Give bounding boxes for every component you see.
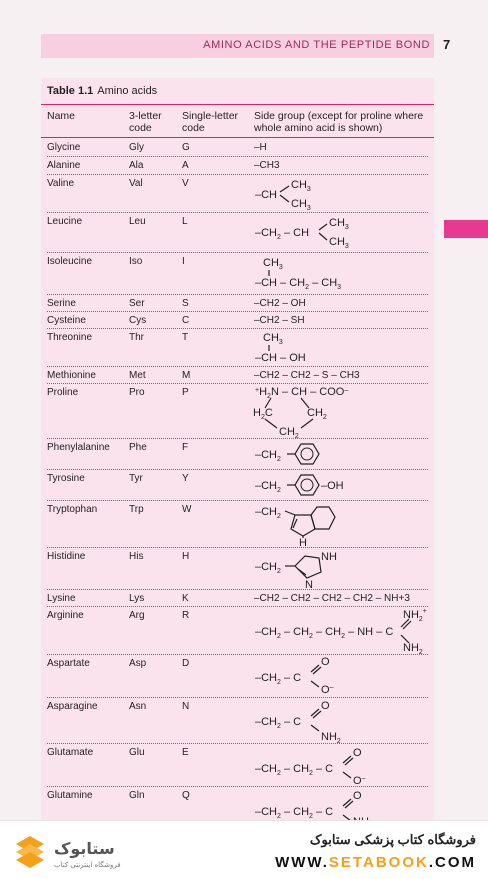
three-letter-code: Pro [129,387,145,398]
three-letter-code: His [129,551,144,562]
svg-text:O: O [321,656,330,668]
table-row-tyrosine [41,470,434,501]
three-letter-code: Thr [129,332,144,343]
store-url-prefix: WWW. [275,854,329,871]
side-group-formula: –CH2 – OH [254,298,306,309]
table-row-threonine [41,329,434,367]
table-row-glutamine [41,787,434,820]
header-top-rule [41,104,434,105]
table-row-phenylalanine [41,439,434,470]
side-group-formula: –CH2 – CH2 – CH2 – CH2 – NH+3 [254,593,410,604]
table-row-histidine [41,548,434,590]
single-letter-code: Y [182,473,189,484]
three-letter-code: Glu [129,747,145,758]
glutamine-structure-diagram [251,787,431,820]
col-head-three-letter: 3-letter code [129,110,162,134]
svg-text:–CH2 – CH: $-CH_2$ – CH [255,227,310,241]
side-group-formula: –CH2 – CH2 – S – CH3 [254,370,360,381]
three-letter-code: Gln [129,790,145,801]
setabook-logo-tagline: فروشگاه اینترنتی کتاب [54,861,121,869]
header-bottom-rule [41,137,434,138]
single-letter-code: E [182,747,189,758]
svg-text:–CH2: $-CH_2$ [255,506,281,520]
table-row-methionine [41,367,434,384]
single-letter-code: S [182,298,189,309]
page-number: 7 [443,37,451,52]
three-letter-code: Gly [129,142,144,153]
amino-acid-name: Asparagine [47,701,98,712]
setabook-logo [14,830,132,872]
valine-structure-diagram [251,175,431,213]
svg-text:–CH – OH: –CH – OH [255,352,306,364]
single-letter-code: F [182,442,189,453]
running-header-title: AMINO ACIDS AND THE PEPTIDE BOND [203,39,430,51]
tyrosine-structure-diagram [251,470,431,501]
single-letter-code: K [182,593,189,604]
side-group-formula: –CH2 – SH [254,315,305,326]
single-letter-code: P [182,387,189,398]
table-row-leucine [41,213,434,253]
single-letter-code: A [182,160,189,171]
svg-text:CH3: $CH_3$ [291,198,311,212]
table-row-glutamate [41,744,434,787]
svg-text:–CH2: $-CH_2$ [255,561,281,575]
three-letter-code: Lys [129,593,145,604]
amino-acid-name: Proline [47,387,79,398]
setabook-logo-icon [16,836,44,868]
col-head-single-letter: Single-letter code [182,110,239,134]
amino-acid-name: Alanine [47,160,81,171]
amino-acid-name: Histidine [47,551,86,562]
amino-acid-name: Glutamate [47,747,94,758]
store-name: فروشگاه کتاب پزشکی ستابوک [309,832,476,847]
side-group-formula: –CH3 [254,160,280,171]
svg-text:+H2N – CH – COO–: $^+H_2N$ – CH – COO– [255,386,349,400]
three-letter-code: Val [129,178,143,189]
isoleucine-structure-diagram [251,253,431,295]
single-letter-code: I [182,256,185,267]
svg-text:O–: O– [321,684,334,696]
table-row-aspartate [41,655,434,698]
tryptophan-structure-diagram [251,501,431,548]
proline-structure-diagram [251,384,431,439]
table-row-alanine [41,157,434,175]
three-letter-code: Leu [129,216,146,227]
svg-text:–CH2 – CH2 – C: $-CH_2 - CH_2$ – C [255,806,334,820]
table-row-lysine [41,590,434,607]
svg-text:NH: NH [321,551,337,563]
arginine-structure-diagram [251,607,431,655]
svg-text:NH2+: $NH_2^+$ [403,608,427,623]
amino-acid-name: Phenylalanine [47,442,110,453]
svg-text:H: H [299,537,307,549]
single-letter-code: D [182,658,190,669]
single-letter-code: V [182,178,189,189]
svg-text:O: O [353,747,362,759]
threonine-structure-diagram [251,329,431,367]
single-letter-code: L [182,216,188,227]
table-caption [47,85,157,97]
svg-text:CH2: $CH_2$ [279,426,299,440]
svg-text:–OH: –OH [321,480,344,492]
amino-acid-name: Valine [47,178,75,189]
table-row-glycine [41,139,434,157]
svg-text:–CH2: $-CH_2$ [255,449,281,463]
table-label: Table 1.1 [47,85,94,97]
three-letter-code: Ala [129,160,144,171]
svg-text:CH2: $CH_2$ [307,407,327,421]
side-group-formula: –H [254,142,267,153]
svg-text:–CH2 – C: $-CH_2$ – C [255,716,302,730]
table-row-tryptophan [41,501,434,548]
single-letter-code: C [182,315,190,326]
three-letter-code: Asp [129,658,147,669]
single-letter-code: G [182,142,190,153]
svg-text:O: O [353,790,362,802]
amino-acid-name: Glycine [47,142,81,153]
setabook-logo-wordmark: ستابوک [54,839,115,858]
single-letter-code: H [182,551,190,562]
svg-text:–CH2: $-CH_2$ [255,480,281,494]
svg-text:CH3: $CH_3$ [329,236,349,250]
three-letter-code: Phe [129,442,147,453]
asparagine-structure-diagram [251,698,431,744]
svg-text:H2C: $H_2C$ [253,407,273,421]
amino-acid-name: Methionine [47,370,96,381]
table-title: Amino acids [97,85,158,97]
table-row-asparagine [41,698,434,744]
amino-acid-name: Tyrosine [47,473,85,484]
amino-acid-name: Serine [47,298,76,309]
amino-acid-name: Lysine [47,593,76,604]
svg-text:–CH: –CH [255,189,278,201]
phenylalanine-structure-diagram [251,439,431,470]
table-row-valine [41,175,434,213]
svg-text:NH2: $NH_2$ [403,642,423,656]
amino-acid-name: Arginine [47,610,84,621]
three-letter-code: Ser [129,298,145,309]
amino-acid-name: Aspartate [47,658,90,669]
glutamate-structure-diagram [251,744,431,787]
table-row-serine [41,295,434,312]
svg-text:–CH2 – CH2 – C: $-CH_2 - CH_2$ – C [255,763,334,777]
store-url-brand: SETABOOK [328,854,429,871]
table-row-arginine [41,607,434,655]
svg-text:CH3: $CH_3$ [263,332,283,346]
three-letter-code: Trp [129,504,144,515]
amino-acid-name: Glutamine [47,790,93,801]
store-url[interactable] [275,854,476,871]
svg-text:–CH – CH2 – CH3: $-CH - CH_2 - CH_3$ [255,277,342,291]
three-letter-code: Iso [129,256,143,267]
table-row-proline [41,384,434,439]
single-letter-code: N [182,701,190,712]
single-letter-code: R [182,610,190,621]
svg-text:N: N [305,579,313,591]
svg-text:–CH2 – C: $-CH_2$ – C [255,672,302,686]
chapter-side-tab [444,220,488,238]
leucine-structure-diagram [251,213,431,253]
single-letter-code: Q [182,790,190,801]
col-head-name: Name [47,110,76,122]
single-letter-code: T [182,332,189,343]
svg-text:CH3: $CH_3$ [263,257,283,271]
three-letter-code: Arg [129,610,145,621]
amino-acid-name: Leucine [47,216,83,227]
svg-text:O–: O– [353,775,366,787]
single-letter-code: M [182,370,191,381]
svg-text:–CH2 – CH2 – CH2 – NH – C: $-CH_2 - CH_2 - CH_2$ – NH – C [255,626,394,640]
single-letter-code: W [182,504,192,515]
svg-text:O: O [321,700,330,712]
store-url-suffix: .COM [428,854,476,871]
three-letter-code: Cys [129,315,147,326]
col-head-side-group: Side group (except for proline where whole amino acid is shown) [254,110,424,134]
svg-text:CH3: $CH_3$ [291,179,311,193]
three-letter-code: Tyr [129,473,143,484]
amino-acid-name: Cysteine [47,315,86,326]
table-row-isoleucine [41,253,434,295]
aspartate-structure-diagram [251,655,431,698]
histidine-structure-diagram [251,548,431,590]
table-row-cysteine [41,312,434,329]
three-letter-code: Met [129,370,146,381]
amino-acid-name: Threonine [47,332,93,343]
amino-acid-name: Tryptophan [47,504,98,515]
svg-text:CH3: $CH_3$ [329,217,349,231]
amino-acid-name: Isoleucine [47,256,93,267]
three-letter-code: Asn [129,701,147,712]
svg-text:NH2: $NH_2$ [321,731,341,745]
